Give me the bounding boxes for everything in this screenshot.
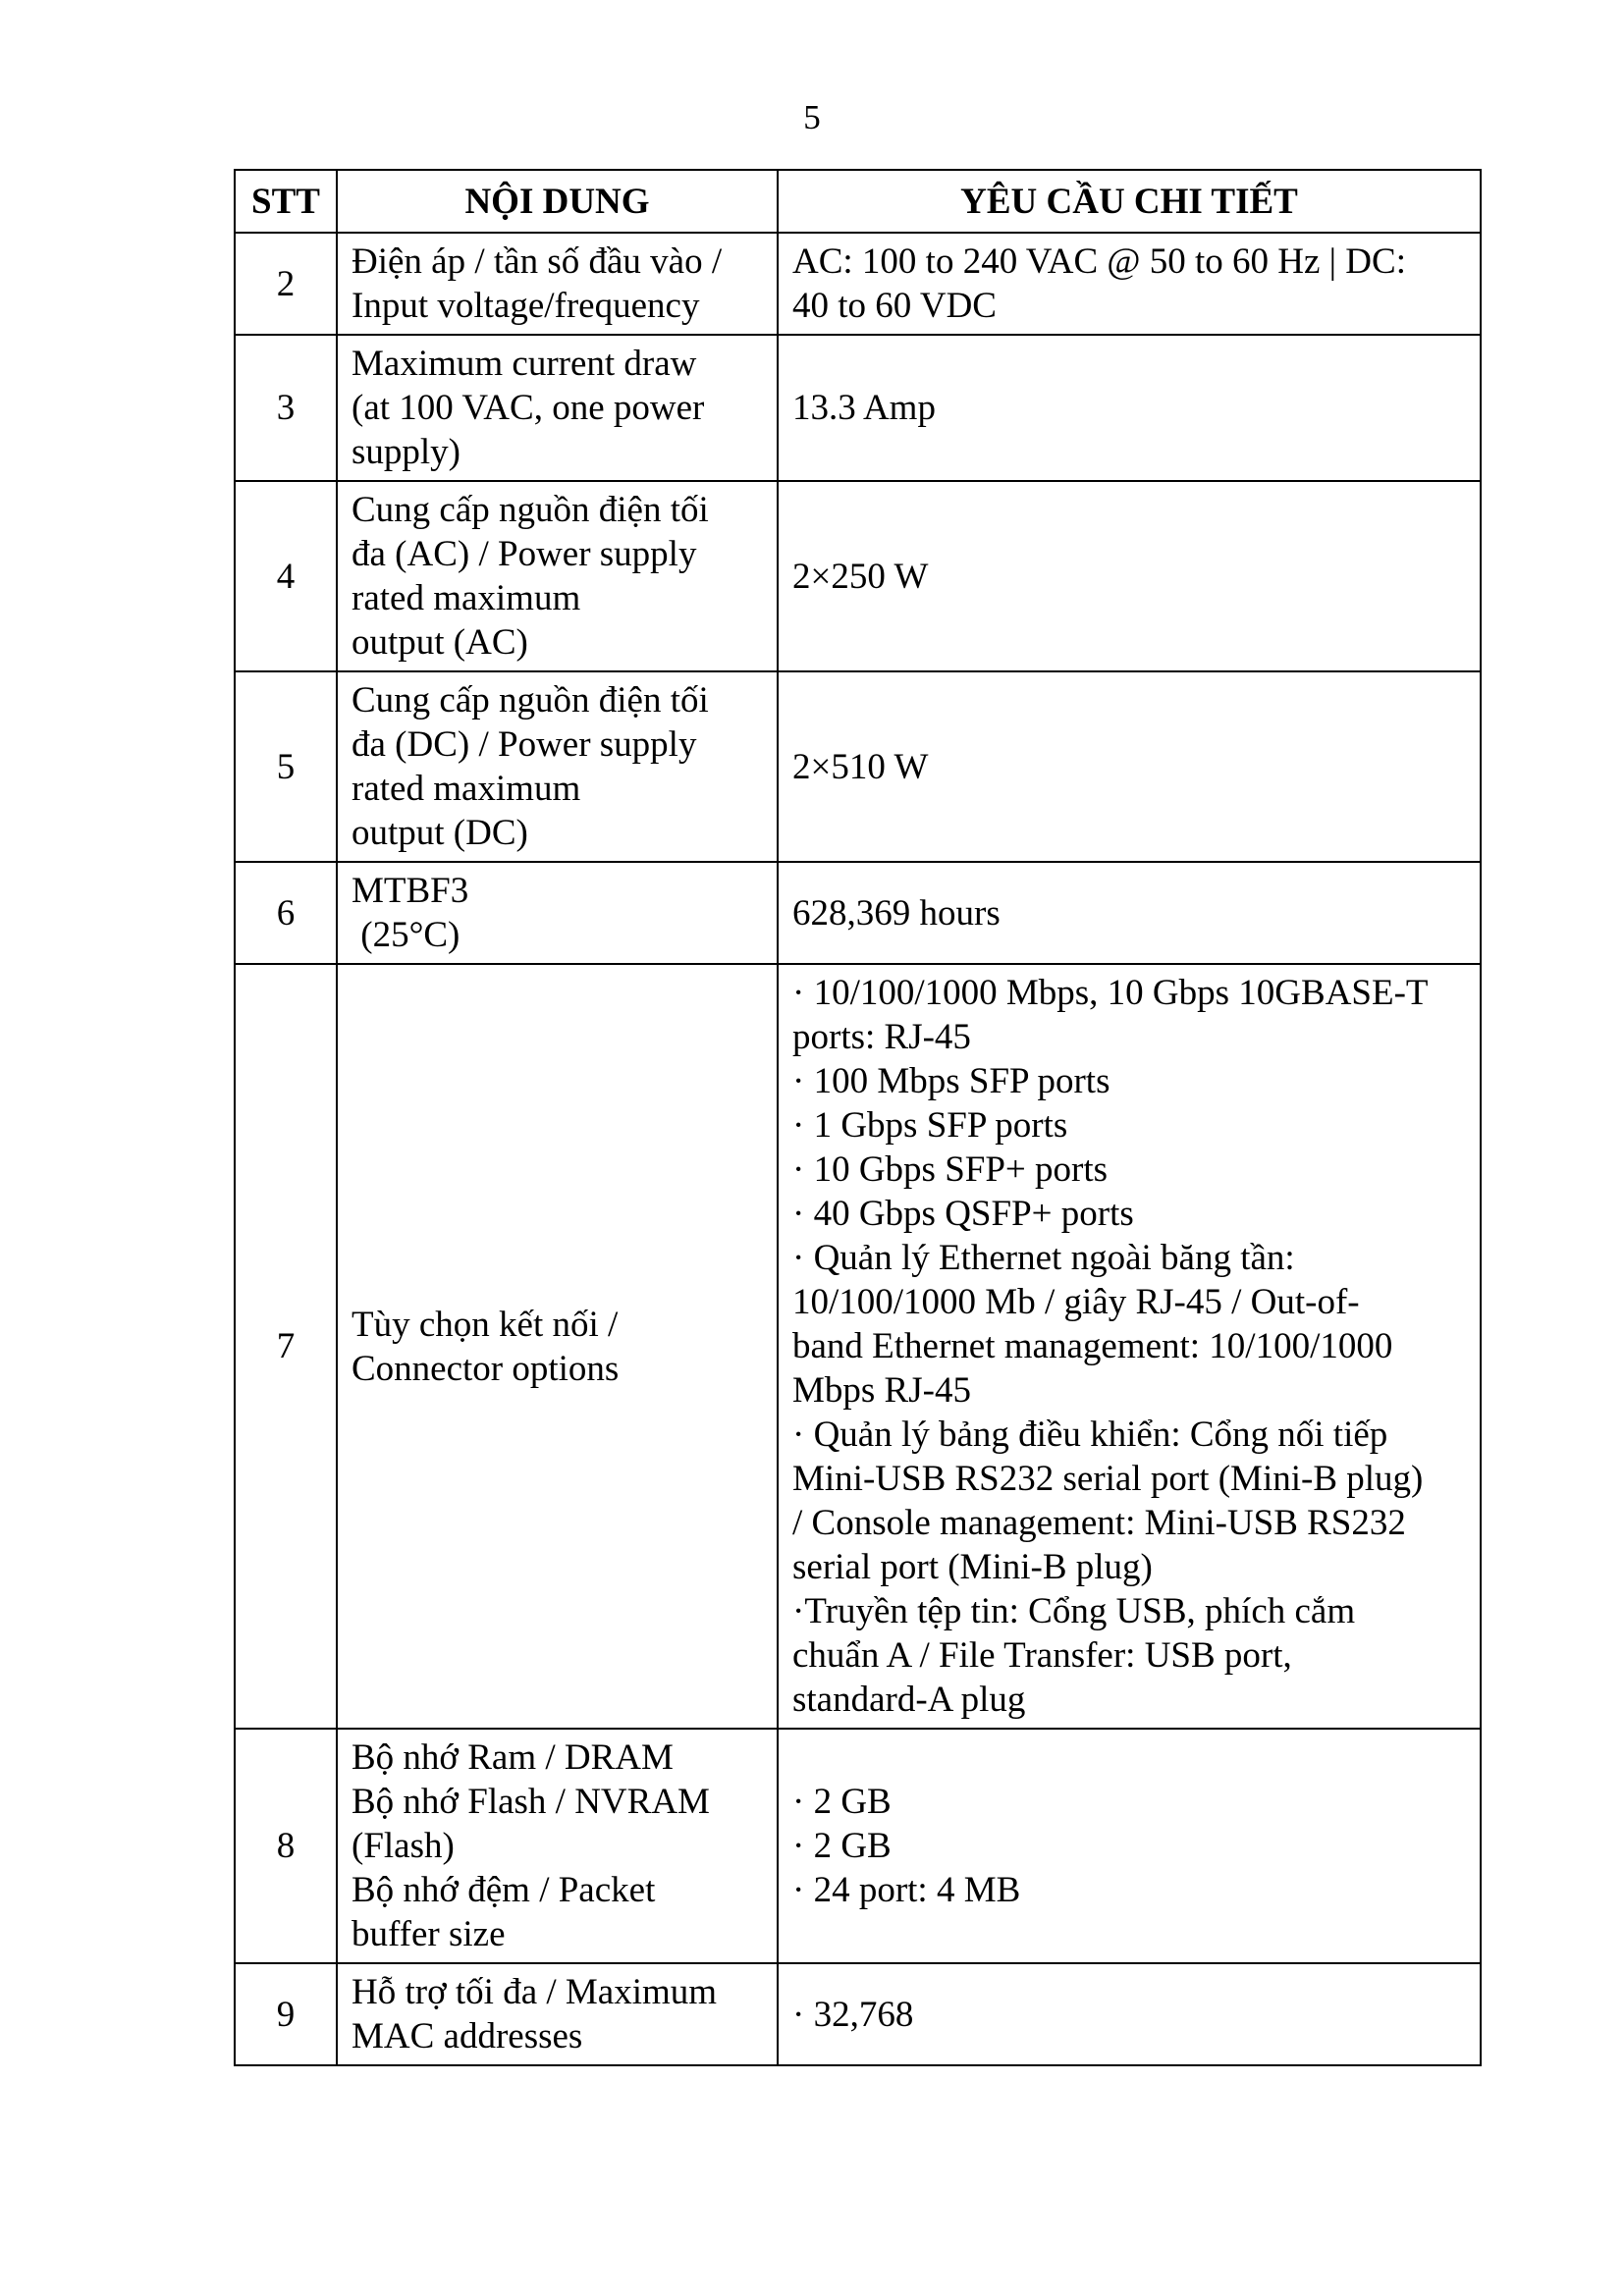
requirement-line: · 1 Gbps SFP ports [792, 1105, 1068, 1146]
requirement-line: 13.3 Amp [792, 388, 936, 428]
table-row [235, 1729, 1481, 1963]
content-line: output (AC) [352, 622, 528, 663]
requirement-line: 2×510 W [792, 746, 929, 787]
requirement-line: AC: 100 to 240 VAC @ 50 to 60 Hz | DC: [792, 241, 1406, 282]
content-line: (Flash) [352, 1826, 455, 1866]
requirement-line: / Console management: Mini-USB RS232 [792, 1503, 1406, 1543]
table-row [235, 1963, 1481, 2065]
header-requirement: YÊU CẦU CHI TIẾT [778, 170, 1481, 233]
row-requirement [778, 481, 1481, 671]
row-stt: 6 [235, 862, 337, 964]
row-stt: 9 [235, 1963, 337, 2065]
content-line: đa (DC) / Power supply [352, 724, 697, 765]
row-content [337, 233, 778, 335]
requirement-line: · 24 port: 4 MB [792, 1870, 1021, 1910]
requirement-line: ·Truyền tệp tin: Cổng USB, phích cắm [792, 1591, 1356, 1631]
row-content [337, 1963, 778, 2065]
requirement-line: · 10 Gbps SFP+ ports [792, 1149, 1109, 1190]
content-line: (25°C) [352, 915, 460, 955]
content-line: Hỗ trợ tối đa / Maximum [352, 1972, 718, 2012]
row-content [337, 671, 778, 862]
content-line: Input voltage/frequency [352, 286, 700, 326]
requirement-line: · 32,768 [792, 1994, 914, 2035]
content-line: Bộ nhớ đệm / Packet [352, 1870, 656, 1910]
content-line: (at 100 VAC, one power [352, 388, 705, 428]
requirement-line: · Quản lý Ethernet ngoài băng tần: [792, 1238, 1295, 1278]
content-line: Bộ nhớ Flash / NVRAM [352, 1782, 710, 1822]
content-line: Điện áp / tần số đầu vào / [352, 241, 723, 282]
table-row [235, 862, 1481, 964]
content-line: Tùy chọn kết nối / [352, 1304, 619, 1345]
header-stt: STT [235, 170, 337, 233]
requirement-line: 2×250 W [792, 556, 929, 597]
row-content [337, 1729, 778, 1963]
content-line: rated maximum [352, 578, 581, 618]
spec-table [234, 169, 1482, 2066]
table-row [235, 335, 1481, 481]
requirement-line: serial port (Mini-B plug) [792, 1547, 1153, 1587]
requirement-line: chuẩn A / File Transfer: USB port, [792, 1635, 1292, 1676]
requirement-line: Mini-USB RS232 serial port (Mini-B plug) [792, 1459, 1424, 1499]
requirement-line: · 10/100/1000 Mbps, 10 Gbps 10GBASE-T [792, 973, 1429, 1013]
header-content: NỘI DUNG [337, 170, 778, 233]
content-line: output (DC) [352, 813, 528, 853]
row-content [337, 481, 778, 671]
row-stt: 4 [235, 481, 337, 671]
table-row [235, 671, 1481, 862]
row-stt: 8 [235, 1729, 337, 1963]
row-content [337, 335, 778, 481]
requirement-line: · Quản lý bảng điều khiển: Cổng nối tiếp [792, 1415, 1388, 1455]
content-line: đa (AC) / Power supply [352, 534, 697, 574]
row-stt: 5 [235, 671, 337, 862]
content-line: Cung cấp nguồn điện tối [352, 680, 709, 721]
row-requirement [778, 862, 1481, 964]
content-line: MAC addresses [352, 2016, 583, 2056]
requirement-line: · 2 GB [792, 1782, 892, 1822]
row-requirement [778, 1729, 1481, 1963]
requirement-line: 10/100/1000 Mb / giây RJ-45 / Out-of- [792, 1282, 1360, 1322]
row-requirement [778, 1963, 1481, 2065]
row-requirement [778, 671, 1481, 862]
content-line: Connector options [352, 1348, 620, 1389]
content-line: supply) [352, 432, 460, 472]
content-line: Bộ nhớ Ram / DRAM [352, 1737, 674, 1778]
row-content [337, 862, 778, 964]
table-row [235, 481, 1481, 671]
row-requirement [778, 335, 1481, 481]
table-header-row [235, 170, 1481, 233]
requirement-line: · 100 Mbps SFP ports [792, 1061, 1110, 1101]
page-number: 5 [803, 98, 821, 136]
requirement-line: band Ethernet management: 10/100/1000 [792, 1326, 1393, 1366]
requirement-line: · 2 GB [792, 1826, 892, 1866]
table-row [235, 233, 1481, 335]
row-content [337, 964, 778, 1729]
row-stt: 2 [235, 233, 337, 335]
row-requirement [778, 964, 1481, 1729]
table-row [235, 964, 1481, 1729]
requirement-line: ports: RJ-45 [792, 1017, 971, 1057]
content-line: rated maximum [352, 769, 581, 809]
content-line: Maximum current draw [352, 344, 697, 384]
requirement-line: Mbps RJ-45 [792, 1370, 971, 1411]
content-line: Cung cấp nguồn điện tối [352, 490, 709, 530]
requirement-line: 628,369 hours [792, 892, 1001, 934]
row-stt: 3 [235, 335, 337, 481]
requirement-line: 40 to 60 VDC [792, 286, 997, 326]
requirement-line: · 40 Gbps QSFP+ ports [792, 1194, 1134, 1234]
row-stt: 7 [235, 964, 337, 1729]
requirement-line: standard-A plug [792, 1680, 1026, 1720]
content-line: buffer size [352, 1914, 506, 1954]
row-requirement [778, 233, 1481, 335]
content-line: MTBF3 [352, 871, 469, 911]
